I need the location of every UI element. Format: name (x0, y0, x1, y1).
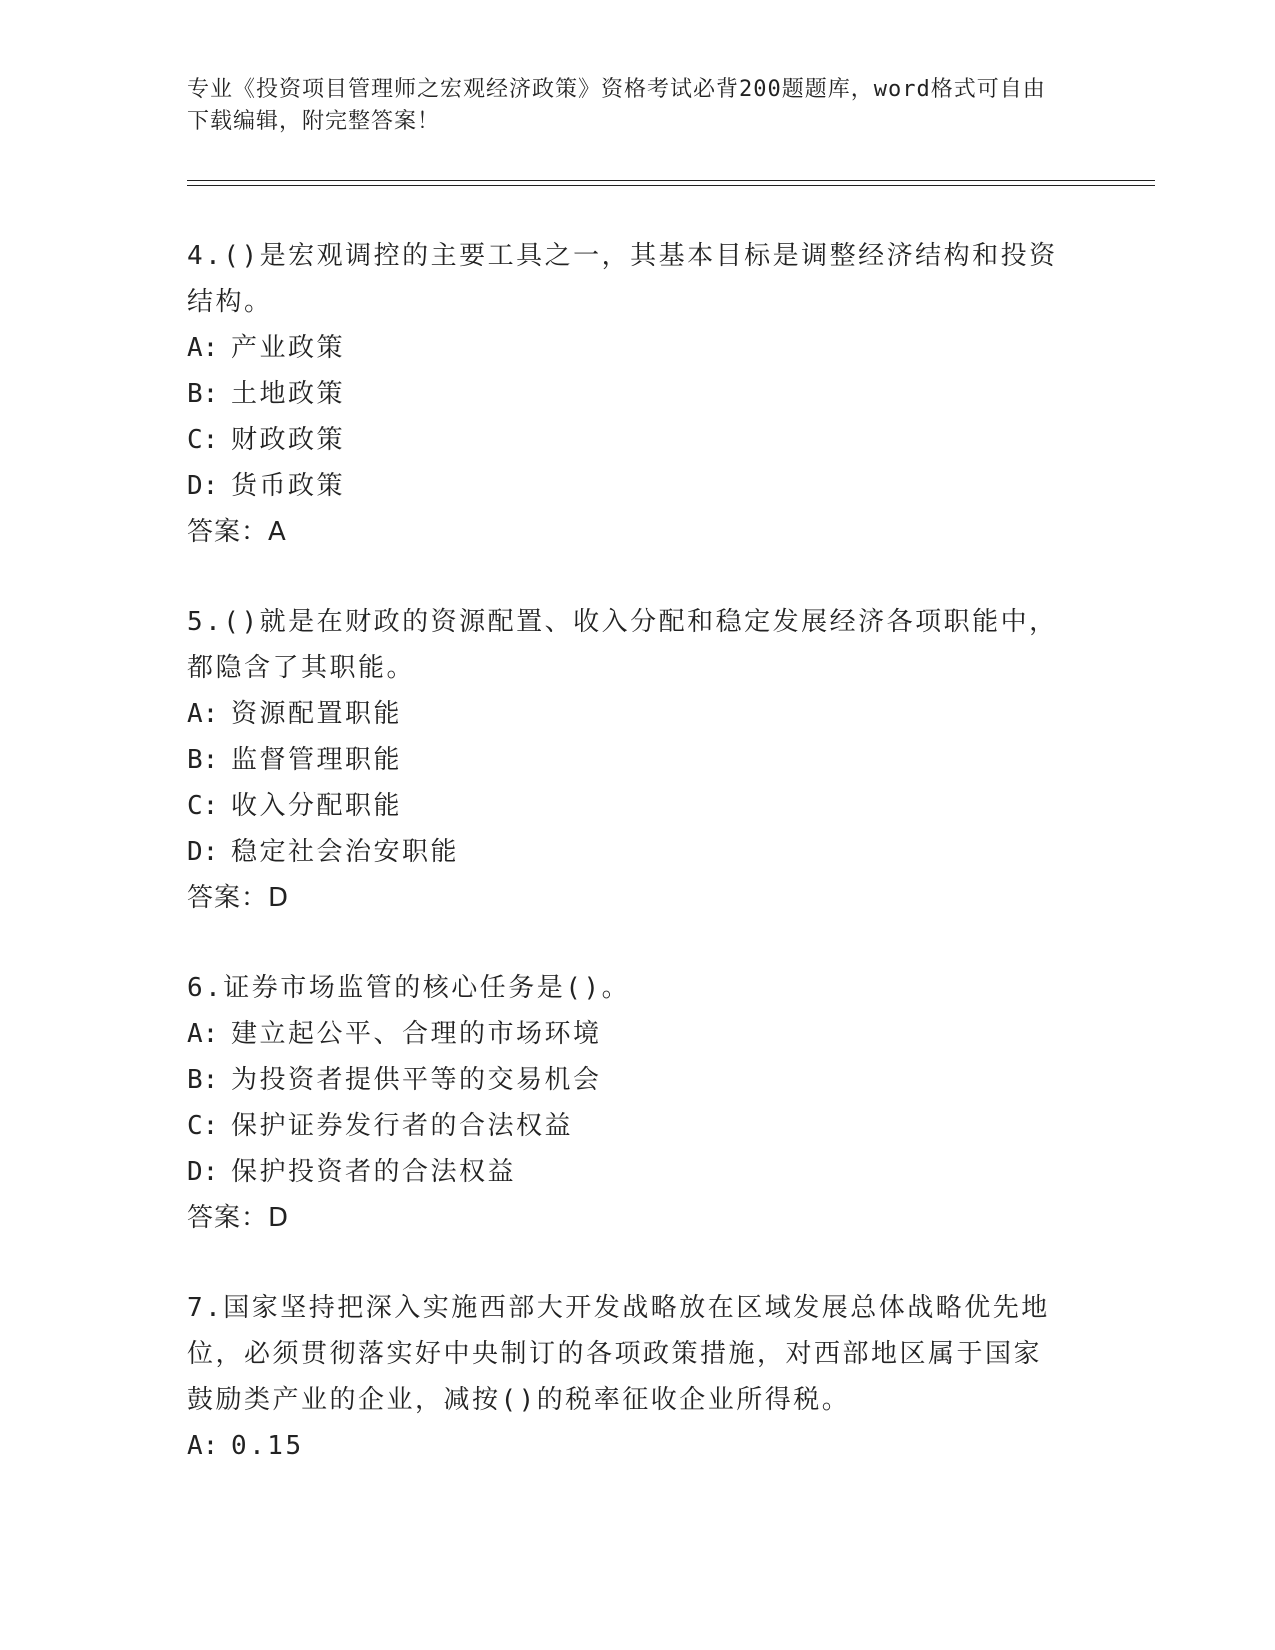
option-text: 资源配置职能 (231, 699, 403, 729)
option-a (187, 1423, 1067, 1469)
option-text: 保护证券发行者的合法权益 (231, 1111, 574, 1141)
option-text: 货币政策 (231, 471, 346, 501)
option-d (187, 1149, 1067, 1195)
option-d (187, 463, 1067, 509)
header-divider-top (187, 180, 1155, 181)
answer: 答案：A (187, 517, 287, 547)
question-4 (187, 233, 1067, 555)
option-c (187, 1103, 1067, 1149)
question-5 (187, 599, 1067, 921)
option-key: B: (187, 745, 219, 775)
option-a (187, 691, 1067, 737)
option-text: 监督管理职能 (231, 745, 403, 775)
option-text: 产业政策 (231, 333, 346, 363)
question-text: 4.()是宏观调控的主要工具之一，其基本目标是调整经济结构和投资结构。 (187, 241, 1058, 317)
question-7 (187, 1285, 1067, 1469)
option-text: 财政政策 (231, 425, 346, 455)
answer: 答案：D (187, 1203, 290, 1233)
option-text: 稳定社会治安职能 (231, 837, 460, 867)
question-6 (187, 965, 1067, 1241)
option-key: B: (187, 1065, 219, 1095)
option-b (187, 737, 1067, 783)
question-text: 6.证券市场监管的核心任务是()。 (187, 973, 631, 1003)
option-key: B: (187, 379, 219, 409)
option-key: C: (187, 1111, 219, 1141)
option-key: A: (187, 1431, 219, 1461)
option-a (187, 325, 1067, 371)
option-text: 保护投资者的合法权益 (231, 1157, 517, 1187)
document-intro: 专业《投资项目管理师之宏观经济政策》资格考试必背200题题库，word格式可自由下载编辑，附完整答案！ (187, 77, 1046, 134)
question-text: 5.()就是在财政的资源配置、收入分配和稳定发展经济各项职能中，都隐含了其职能。 (187, 607, 1058, 683)
option-text: 土地政策 (231, 379, 346, 409)
option-text: 建立起公平、合理的市场环境 (231, 1019, 602, 1049)
option-c (187, 417, 1067, 463)
option-text: 为投资者提供平等的交易机会 (231, 1065, 602, 1095)
option-a (187, 1011, 1067, 1057)
option-key: A: (187, 699, 219, 729)
option-key: C: (187, 791, 219, 821)
option-key: A: (187, 1019, 219, 1049)
option-key: D: (187, 837, 219, 867)
option-key: D: (187, 471, 219, 501)
option-text: 收入分配职能 (231, 791, 403, 821)
option-b (187, 1057, 1067, 1103)
option-d (187, 829, 1067, 875)
option-key: C: (187, 425, 219, 455)
option-b (187, 371, 1067, 417)
question-text: 7.国家坚持把深入实施西部大开发战略放在区域发展总体战略优先地位，必须贯彻落实好中央制订的各项政策措施，对西部地区属于国家鼓励类产业的企业，减按()的税率征收企业所得税。 (187, 1293, 1050, 1415)
header-divider-bottom (187, 185, 1155, 186)
option-text: 0.15 (231, 1431, 304, 1461)
option-key: A: (187, 333, 219, 363)
option-key: D: (187, 1157, 219, 1187)
option-c (187, 783, 1067, 829)
answer: 答案：D (187, 883, 290, 913)
